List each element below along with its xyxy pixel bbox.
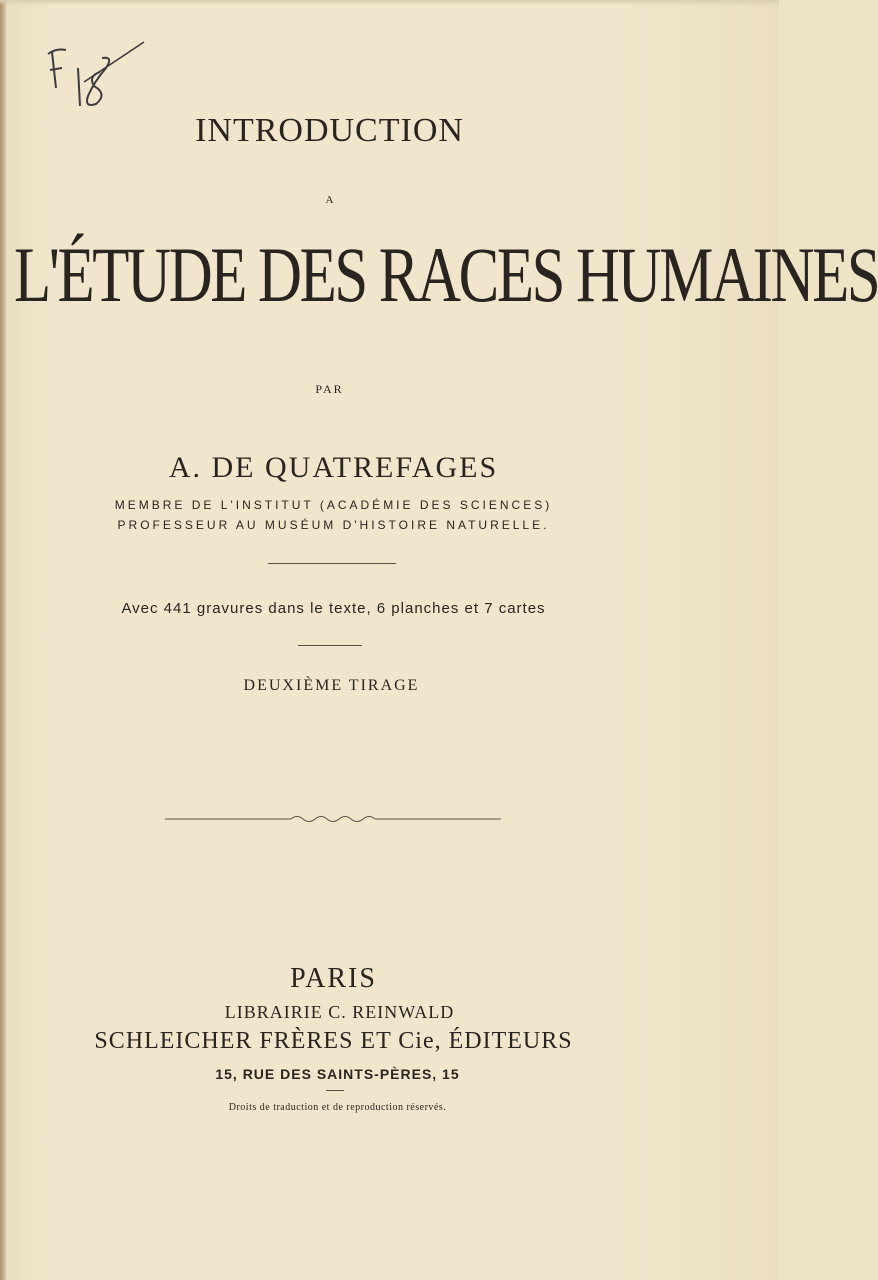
page-edge-left	[0, 0, 6, 1280]
author-name: A. DE QUATREFAGES	[168, 451, 499, 484]
intro-heading: INTRODUCTION	[195, 112, 464, 149]
ornamental-rule	[165, 812, 501, 826]
city-name: PARIS	[290, 963, 377, 994]
divider-rule-short	[298, 645, 362, 646]
author-role-line2: PROFESSEUR AU MUSÉUM D'HISTOIRE NATURELLE.	[117, 518, 550, 532]
divider-rule-tiny	[326, 1090, 344, 1091]
publisher-line1: LIBRAIRIE C. REINWALD	[224, 1002, 455, 1022]
page-edge-top	[0, 0, 779, 6]
publisher-address: 15, RUE DES SAINTS-PÈRES, 15	[215, 1066, 460, 1082]
publisher-line2: SCHLEICHER FRÈRES ET Cie, ÉDITEURS	[94, 1028, 573, 1054]
handwritten-shelfmark	[44, 38, 154, 113]
preposition-a: A	[325, 194, 334, 206]
par-label: PAR	[315, 382, 344, 396]
edition-label: DEUXIÈME TIRAGE	[243, 677, 420, 694]
main-title: L'ÉTUDE DES RACES HUMAINES	[14, 231, 878, 318]
rights-notice: Droits de traduction et de reproduction réservés.	[228, 1102, 447, 1113]
divider-rule	[268, 563, 396, 564]
engravings-note: Avec 441 gravures dans le texte, 6 planches et 7 cartes	[121, 600, 546, 617]
author-role-line1: MEMBRE DE L'INSTITUT (ACADÉMIE DES SCIENCES)	[114, 498, 553, 512]
